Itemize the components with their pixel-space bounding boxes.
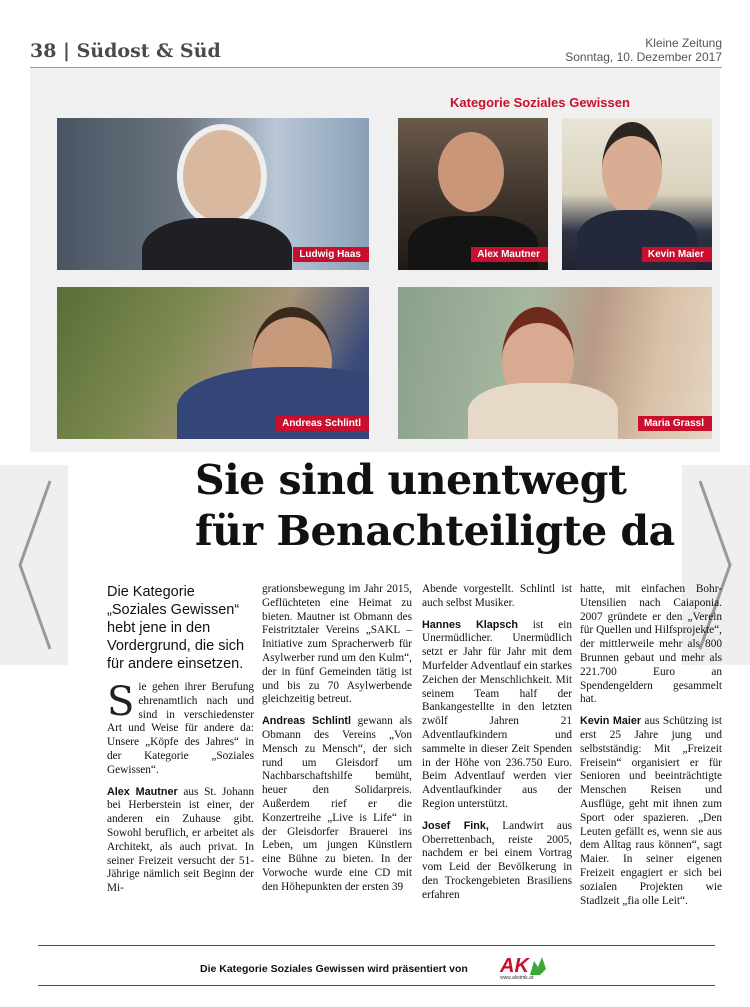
footer-divider-bottom: [38, 985, 715, 986]
person-name: Kevin Maier: [580, 715, 642, 728]
article-column-3: [422, 583, 572, 911]
article-paragraph: Kevin Maier aus Schützing ist erst 25 Jahre jung und selbstständig: Mit „Freizeit Freisein“ organisiert er für Senioren und beeinträchtigte Menschen Reisen und Ausflüge, geht mit ihnen zum Sport oder spazieren. „Den Leuten gefällt es, wenn sie aus dem Alltag raus können“, sagt Maier. In seiner eigenen Freizeit engagiert er sich bei sozialen Projekten wie Stadlzeit „fia olle Leit“.: [580, 715, 722, 907]
article-column-4: [580, 583, 722, 916]
article-paragraph: Alex Mautner aus St. Johann bei Herberstein ist einer, der anderen ein Zuhause gibt. Sowohl beruflich, er arbeitet als Architekt, als auch privat. In seiner Freizeit versucht der 51-Jährige nämlich seit Beginn der Mi-: [107, 785, 254, 895]
person-name: Andreas Schlintl: [262, 715, 352, 728]
headline-line-2: für Benachteiligte da: [195, 507, 675, 555]
article-paragraph: Josef Fink, Landwirt aus Oberrettenbach, reiste 2005, nachdem er bei einem Vortrag vom Leid der Bevölkerung in den Trockengebieten Brasiliens erfahren: [422, 819, 572, 901]
publication-name: Kleine Zeitung: [645, 36, 722, 50]
ak-logo: [500, 955, 550, 981]
headline-line-1: Sie sind unentwegt: [195, 456, 627, 504]
ak-logo-url: www.akstmk.at: [500, 975, 534, 981]
person-name: Josef Fink,: [422, 819, 489, 832]
panther-logo-icon: [528, 955, 548, 977]
photo-andreas-schlintl: [57, 287, 369, 439]
article-paragraph: Abende vorgestellt. Schlintl ist auch selbst Musiker.: [422, 583, 572, 609]
article-paragraph: Hannes Klapsch ist ein Unermüdlicher. Unermüdlich setzt er Jahr für Jahr mit dem Murfelder Adventlauf ein starkes Zeichen der Menschlichkeit. Mit seinem Team half der Bankangestellte in den letzten zwölf Jahren 21 Adventlaufkindern und sammelte in dieser Zeit Spenden in der Höhe von 236.750 Euro. Beim Adventlauf werden vier Adventlaufkinder aus der Region unterstützt.: [422, 618, 572, 810]
portrait-figure: [438, 132, 504, 212]
ak-logo-text: AK: [500, 955, 529, 977]
category-title: Kategorie Soziales Gewissen: [450, 95, 630, 110]
article-intro: Die Kategorie „Soziales Gewissen“ hebt jene in den Vordergrund, die sich für andere einsetzen.: [107, 584, 245, 672]
photo-maria-grassl: [398, 287, 712, 439]
article-paragraph: grationsbewegung im Jahr 2015, Geflüchteten eine Heimat zu bieten. Mautner ist Obmann des Feistritztaler Vereins „SAKL – Initiative zum Spracherwerb für Asylwerber rund um den Kulm“, der in fünf Gemeinden tätig ist und bis zu 70 Asylwerbende gleichzeitig betreut.: [262, 583, 412, 706]
article-paragraph: hatte, mit einfachen Bohr-Utensilien nach Caiaponia. 2007 gründete er den „Verein für Quellen und Hilfsprojekte“, der mittlerweile mehr als 800 Brunnen gebaut und mehr als 221.700 Euro an Spendengeldern gesammelt hat.: [580, 583, 722, 706]
photo-ludwig-haas: [57, 118, 369, 270]
photo-caption: Kevin Maier: [642, 247, 712, 262]
person-name: Hannes Klapsch: [422, 618, 518, 631]
previous-page-button[interactable]: [0, 465, 68, 665]
person-name: Alex Mautner: [107, 785, 178, 798]
photo-kevin-maier: [562, 118, 712, 270]
article-paragraph: Sie gehen ihrer Berufung ehrenamtlich nach und sind in verschiedenster Art und Weise für andere da: Unsere „Köpfe des Jahres“ in der Kategorie „Soziales Gewissen“.: [107, 679, 254, 776]
drop-cap: S: [107, 679, 135, 725]
photo-alex-mautner: [398, 118, 548, 270]
portrait-body: [468, 383, 618, 439]
footer-divider-top: [38, 945, 715, 946]
photo-caption: Andreas Schlintl: [276, 416, 369, 431]
photo-caption: Alex Mautner: [471, 247, 548, 262]
portrait-figure: [177, 124, 267, 228]
article-headline: [195, 455, 695, 557]
chevron-left-icon: [14, 477, 54, 653]
article-paragraph: Andreas Schlintl gewann als Obmann des Vereins „Von Mensch zu Mensch“, der sich rund um Gleisdorf um Nachbarschaftshilfe bemüht, heuer den Solidarpreis. Außerdem rief er die Konzertreihe „Live is Life“ in der Gleisdorfer Brauerei ins Leben, um jungen Künstlern eine Bühne zu bieten. In der Vorwoche wurde eine CD mit den Höhepunkten der ersten 39: [262, 715, 412, 893]
article-column-2: [262, 583, 412, 903]
publication-info: [565, 36, 722, 64]
portrait-body: [142, 218, 292, 270]
page-section-header: 38 | Südost & Süd: [30, 40, 221, 62]
photo-caption: Maria Grassl: [638, 416, 712, 431]
photo-caption: Ludwig Haas: [293, 247, 369, 262]
portrait-figure: [602, 122, 662, 216]
publication-date: Sonntag, 10. Dezember 2017: [565, 50, 722, 64]
article-column-1: [107, 583, 254, 904]
sponsor-text: Die Kategorie Soziales Gewissen wird präsentiert von: [200, 963, 468, 975]
